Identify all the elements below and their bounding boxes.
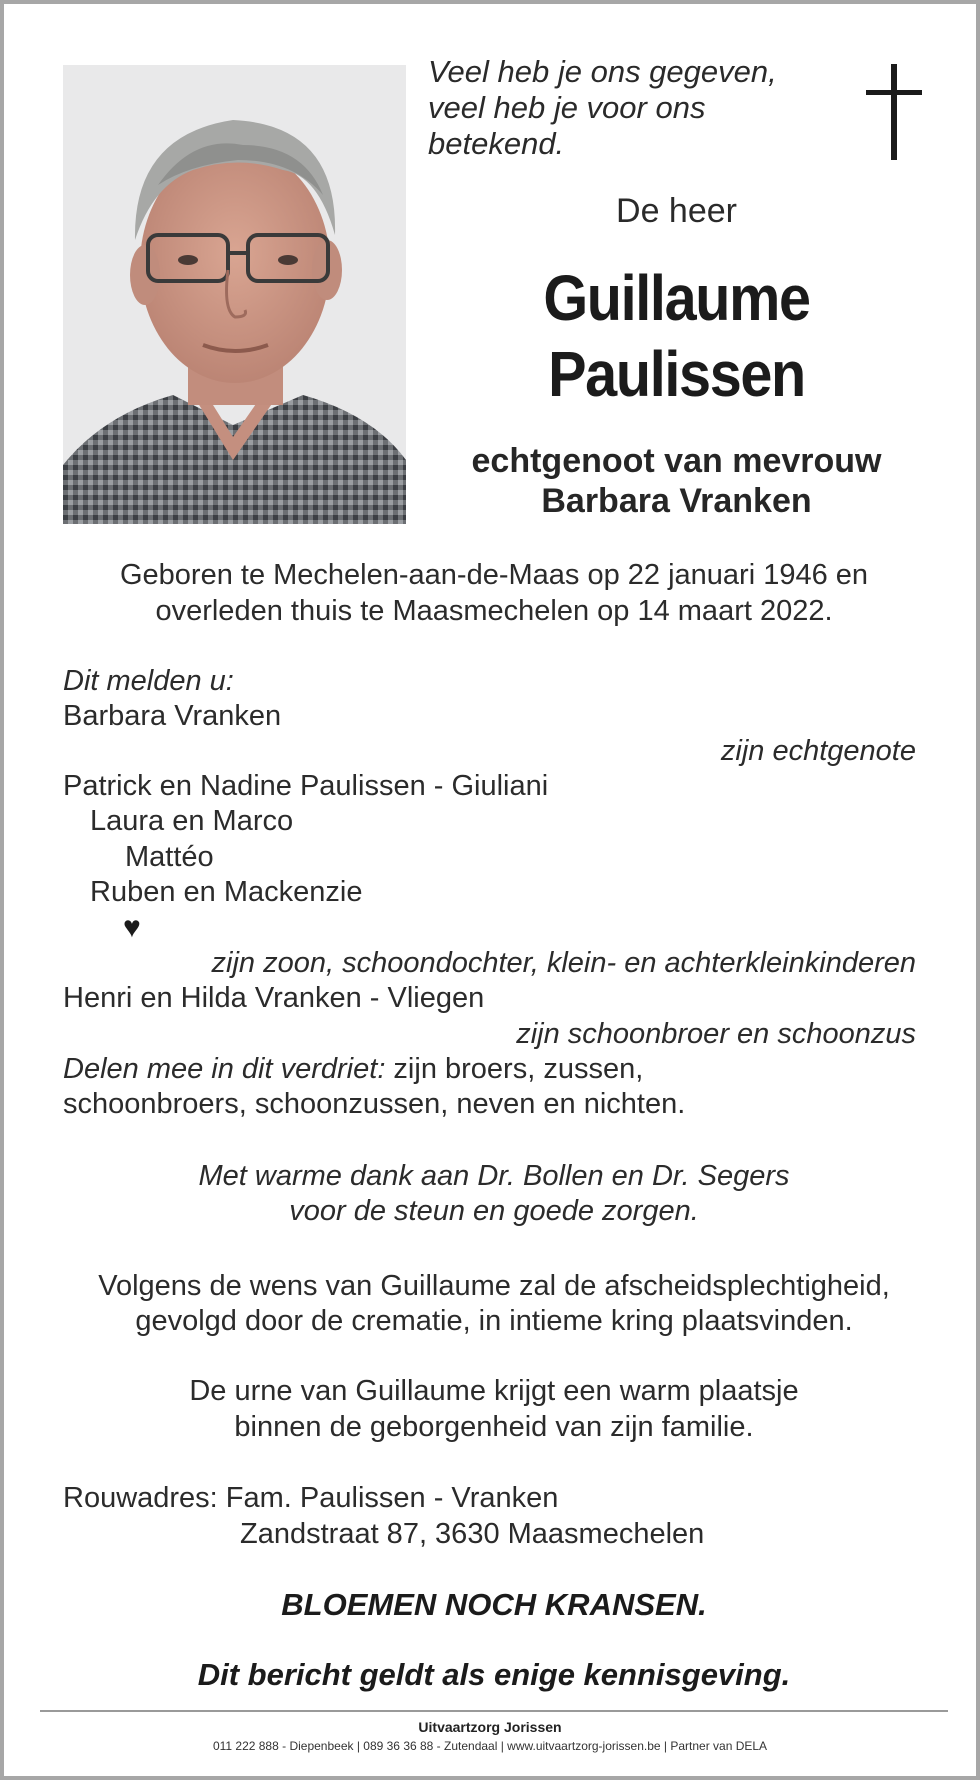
thanks-line: Met warme dank aan Dr. Bollen en Dr. Segers [198, 1160, 790, 1192]
funeral-home-contact: 011 222 888 - Diepenbeek | 089 36 36 88 - Zutendaal | www.uitvaartzorg-jorissen.be | Partner van DELA [212, 1739, 768, 1753]
relation-in-laws: zijn schoonbroer en schoonzus [516, 1018, 916, 1050]
announcer-grandchild: Ruben en Mackenzie [90, 876, 363, 908]
birth-death-text [44, 557, 944, 629]
last-name: Paulissen [548, 338, 805, 410]
announcer-grandchild: Laura en Marco [90, 805, 294, 837]
announcer-in-laws: Henri en Hilda Vranken - Vliegen [63, 982, 485, 1014]
cross-icon [866, 64, 922, 160]
poem-line: veel heb je voor ons [428, 90, 706, 125]
thanks-line: voor de steun en goede zorgen. [289, 1195, 699, 1227]
urn-line: De urne van Guillaume krijgt een warm plaatsje [189, 1375, 799, 1407]
only-notice: Dit bericht geldt als enige kennisgeving. [197, 1657, 791, 1692]
poem-line: Veel heb je ons gegeven, [428, 54, 777, 89]
urn-line: binnen de geborgenheid van zijn familie. [234, 1411, 754, 1443]
portrait-illustration [63, 65, 406, 524]
no-flowers-notice: BLOEMEN NOCH KRANSEN. [281, 1587, 707, 1622]
spouse-relation: echtgenoot van mevrouw [471, 442, 882, 480]
mourning-address-label: Rouwadres: Fam. Paulissen - Vranken [63, 1482, 559, 1514]
heart-icon: ♥ [123, 911, 141, 944]
portrait-photo [63, 65, 406, 524]
spouse-name: Barbara Vranken [541, 482, 812, 520]
share-grief-text: zijn broers, zussen, [385, 1053, 644, 1085]
ceremony-line: gevolgd door de crematie, in intieme kring plaatsvinden. [135, 1305, 853, 1337]
death-line: overleden thuis te Maasmechelen op 14 maart 2022. [155, 595, 833, 627]
announcer-great-grandchild: Mattéo [125, 841, 214, 873]
ceremony-line: Volgens de wens van Guillaume zal de afscheidsplechtigheid, [98, 1270, 890, 1302]
share-grief-label: Delen mee in dit verdriet: [63, 1053, 386, 1085]
announcer-spouse: Barbara Vranken [63, 700, 282, 732]
first-name: Guillaume [543, 262, 810, 334]
mourning-address-street: Zandstraat 87, 3630 Maasmechelen [240, 1518, 705, 1550]
honorific: De heer [616, 192, 737, 230]
poem [428, 54, 788, 162]
relation-spouse: zijn echtgenote [720, 735, 916, 767]
spouse-line [409, 441, 944, 521]
announcer-children: Patrick en Nadine Paulissen - Giuliani [63, 770, 549, 802]
birth-line: Geboren te Mechelen-aan-de-Maas op 22 januari 1946 en [119, 559, 869, 591]
share-grief-line [63, 1052, 643, 1087]
footer-divider [40, 1710, 948, 1712]
announcers-intro: Dit melden u: [63, 665, 234, 697]
deceased-name [436, 260, 918, 412]
funeral-home-name: Uitvaartzorg Jorissen [418, 1719, 562, 1735]
share-grief-text-2: schoonbroers, schoonzussen, neven en nichten. [63, 1088, 686, 1120]
poem-line: betekend. [428, 126, 565, 161]
relation-children: zijn zoon, schoondochter, klein- en achterkleinkinderen [211, 947, 916, 979]
